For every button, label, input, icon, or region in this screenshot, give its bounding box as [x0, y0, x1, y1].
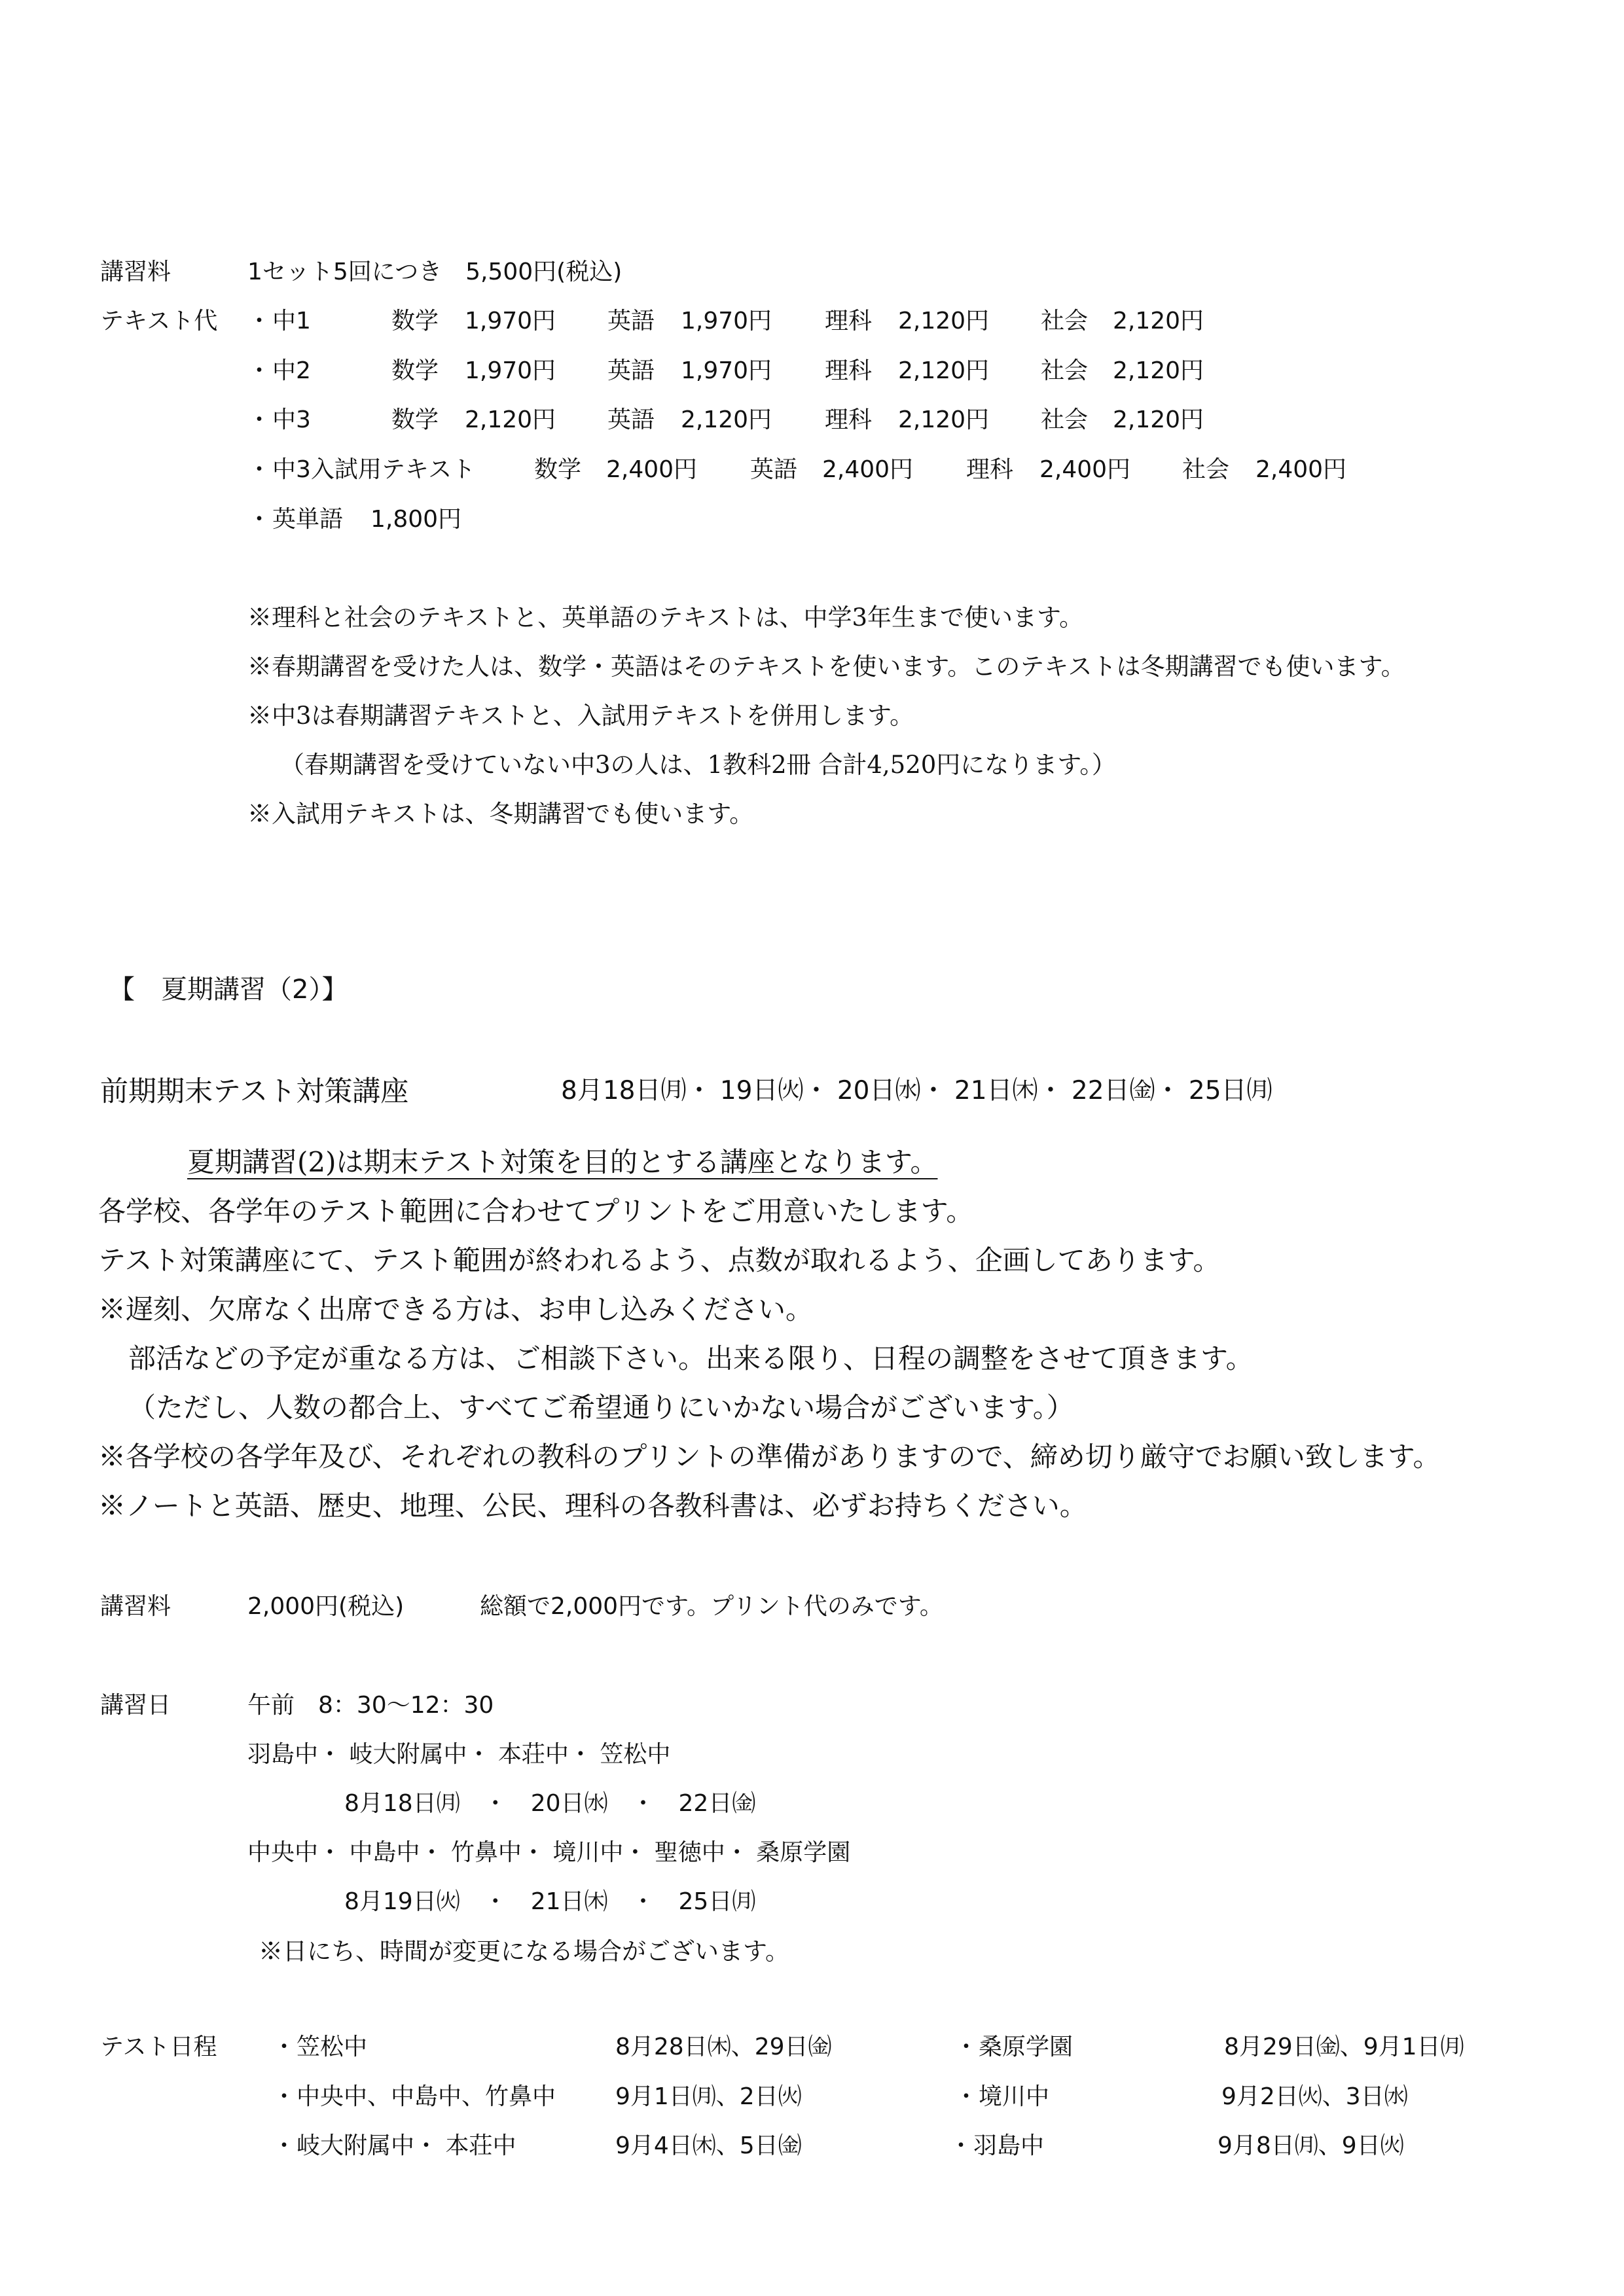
body-line: ※遅刻、欠席なく出席できる方は、お申し込みください。	[98, 1293, 814, 1325]
price-social: 2,120円	[1113, 308, 1204, 334]
subject-math: 数学	[391, 308, 439, 334]
section-heading: 【 夏期講習（2）】	[109, 975, 348, 1005]
test-label: テスト日程	[100, 2034, 217, 2060]
note: ※春期講習を受けた人は、数学・英語はそのテキストを使います。このテキストは冬期講習でも使います。	[247, 653, 1405, 681]
price-science: 2,120円	[898, 406, 990, 433]
text-fee-label: テキスト代	[100, 308, 218, 334]
test-school: 中央中、中島中、竹鼻中	[297, 2083, 556, 2110]
group-b-schools: 中央中・ 中島中・ 竹鼻中・ 境川中・ 聖徳中・ 桑原学園	[247, 1839, 851, 1866]
body-line: 各学校、各学年のテスト範囲に合わせてプリントをご用意いたします。	[98, 1195, 974, 1227]
note: （春期講習を受けていない中3の人は、1教科2冊 合計4,520円になります。）	[280, 751, 1116, 779]
row-grade: 中2	[272, 357, 311, 384]
row-bullet: ・	[247, 506, 272, 533]
group-a-schools: 羽島中・ 岐大附属中・ 本荘中・ 笠松中	[247, 1741, 671, 1768]
subject-math: 数学	[391, 357, 439, 384]
price-math: 2,120円	[465, 406, 556, 433]
test-school: 羽島中	[973, 2132, 1045, 2159]
body-line: （ただし、人数の都合上、すべてご希望通りにいかない場合がございます。）	[128, 1391, 1074, 1424]
row-bullet: ・	[247, 308, 272, 334]
test-bullet: ・	[272, 2034, 297, 2060]
test-bullet: ・	[272, 2083, 297, 2110]
fee2-value: 2,000円(税込)	[247, 1593, 405, 1620]
price-social: 2,120円	[1113, 357, 1204, 384]
test-dates: 8月29日㈮、9月1日㈪	[1224, 2034, 1464, 2060]
row-grade: 中1	[272, 308, 311, 334]
group-b-dates: 8月19日㈫ ・ 21日㈭ ・ 25日㈪	[344, 1888, 756, 1915]
price-math: 2,400円	[606, 456, 698, 483]
vocab-label: 英単語	[272, 506, 344, 533]
course-title: 前期期末テスト対策講座	[100, 1075, 409, 1108]
test-dates: 9月1日㈪、2日㈫	[615, 2083, 802, 2110]
group-a-dates: 8月18日㈪ ・ 20日㈬ ・ 22日㈮	[344, 1790, 756, 1817]
test-dates: 9月2日㈫、3日㈬	[1221, 2083, 1408, 2110]
subject-science: 理科	[825, 357, 873, 384]
note: ※入試用テキストは、冬期講習でも使います。	[247, 800, 754, 828]
test-school: 桑原学園	[979, 2034, 1074, 2060]
subject-math: 数学	[391, 406, 439, 433]
price-science: 2,120円	[898, 308, 990, 334]
subject-science: 理科	[966, 456, 1014, 483]
vocab-price: 1,800円	[370, 506, 462, 533]
course-dates: 8月18日㈪・ 19日㈫・ 20日㈬・ 21日㈭・ 22日㈮・ 25日㈪	[561, 1076, 1272, 1105]
subject-english: 英語	[607, 308, 655, 334]
price-math: 1,970円	[465, 308, 556, 334]
price-english: 1,970円	[681, 308, 772, 334]
body-line: 部活などの予定が重なる方は、ご相談下さい。出来る限り、日程の調整をさせて頂きます。	[128, 1342, 1254, 1374]
body-line: ※各学校の各学年及び、それぞれの教科のプリントの準備がありますので、締め切り厳守でお願い致します。	[98, 1441, 1441, 1473]
fee2-label: 講習料	[100, 1593, 171, 1620]
days-note: ※日にち、時間が変更になる場合がございます。	[259, 1937, 790, 1965]
price-social: 2,400円	[1255, 456, 1347, 483]
subject-english: 英語	[607, 357, 655, 384]
test-bullet: ・	[949, 2132, 973, 2159]
fee-label: 講習料	[100, 259, 171, 285]
intro-text: 夏期講習(2)は期末テスト対策を目的とする講座となります。	[187, 1146, 938, 1178]
row-grade: 中3入試用テキスト	[272, 456, 476, 483]
test-dates: 9月4日㈭、5日㈮	[615, 2132, 802, 2159]
subject-math: 数学	[534, 456, 582, 483]
row-bullet: ・	[247, 406, 272, 433]
test-bullet: ・	[954, 2083, 979, 2110]
test-school: 境川中	[979, 2083, 1050, 2110]
note: ※中3は春期講習テキストと、入試用テキストを併用します。	[247, 702, 914, 730]
subject-social: 社会	[1182, 456, 1230, 483]
row-bullet: ・	[247, 357, 272, 384]
test-bullet: ・	[954, 2034, 979, 2060]
price-english: 1,970円	[681, 357, 772, 384]
subject-science: 理科	[825, 406, 873, 433]
subject-english: 英語	[750, 456, 798, 483]
test-dates: 9月8日㈪、9日㈫	[1218, 2132, 1404, 2159]
subject-english: 英語	[607, 406, 655, 433]
note: ※理科と社会のテキストと、英単語のテキストは、中学3年生まで使います。	[247, 603, 1084, 632]
price-science: 2,400円	[1039, 456, 1131, 483]
test-bullet: ・	[272, 2132, 297, 2159]
price-science: 2,120円	[898, 357, 990, 384]
fee-value: 1セット5回につき 5,500円(税込)	[247, 259, 623, 285]
days-label: 講習日	[100, 1692, 171, 1719]
test-dates: 8月28日㈭、29日㈮	[615, 2034, 832, 2060]
subject-social: 社会	[1041, 406, 1089, 433]
price-social: 2,120円	[1113, 406, 1204, 433]
subject-science: 理科	[825, 308, 873, 334]
price-math: 1,970円	[465, 357, 556, 384]
subject-social: 社会	[1041, 308, 1089, 334]
test-school: 岐大附属中・ 本荘中	[297, 2132, 516, 2159]
subject-social: 社会	[1041, 357, 1089, 384]
price-english: 2,120円	[681, 406, 772, 433]
fee2-note: 総額で2,000円です。プリント代のみです。	[480, 1593, 943, 1620]
price-english: 2,400円	[822, 456, 914, 483]
row-grade: 中3	[272, 406, 311, 433]
body-line: テスト対策講座にて、テスト範囲が終われるよう、点数が取れるよう、企画してあります。	[98, 1244, 1221, 1276]
row-bullet: ・	[247, 456, 272, 483]
test-school: 笠松中	[297, 2034, 368, 2060]
lesson-time: 午前 8：30～12：30	[247, 1692, 494, 1719]
body-line: ※ノートと英語、歴史、地理、公民、理科の各教科書は、必ずお持ちください。	[98, 1490, 1087, 1522]
